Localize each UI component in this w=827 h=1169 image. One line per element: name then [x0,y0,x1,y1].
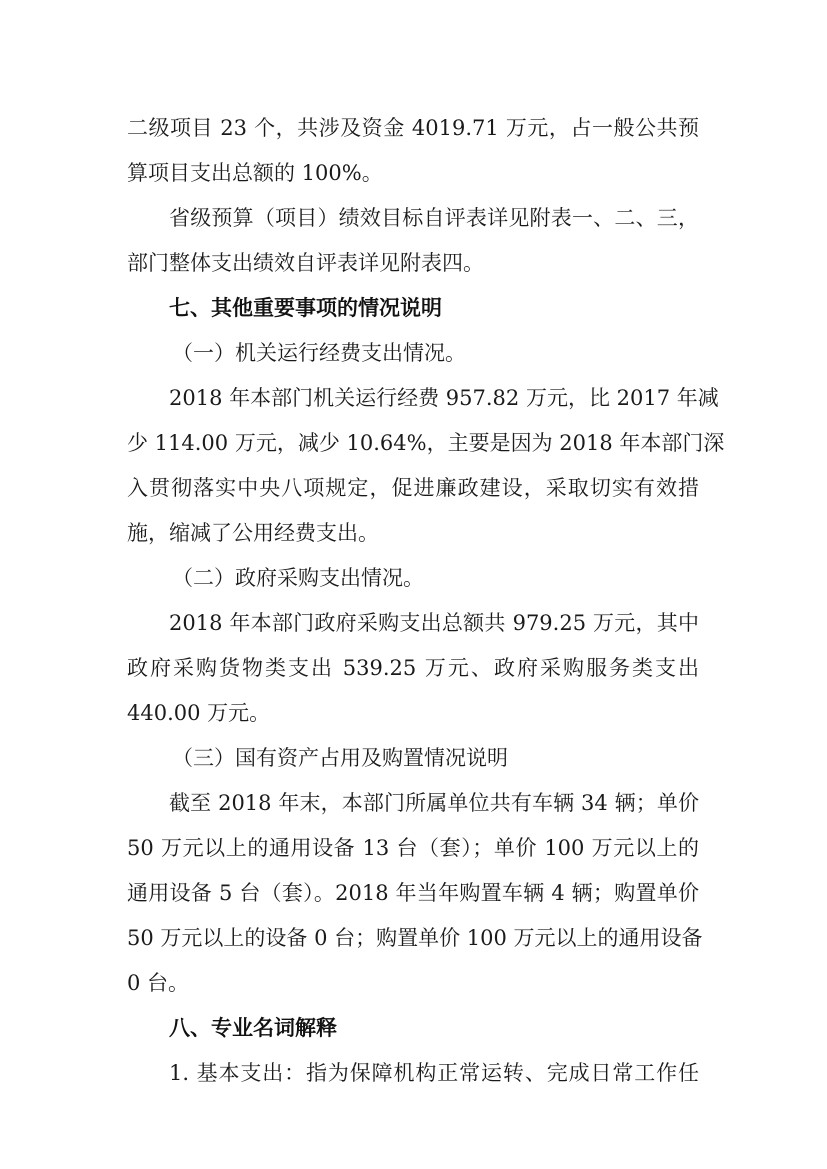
paragraph-line: 50 万元以上的通用设备 13 台（套）；单价 100 万元以上的 [127,836,699,860]
paragraph-line: 政府采购货物类支出 539.25 万元、政府采购服务类支出 [127,656,699,680]
subsection-title: （三）国有资产占用及购置情况说明 [172,746,508,770]
subsection-title: （二）政府采购支出情况。 [172,566,424,590]
paragraph-line: 截至 2018 年末，本部门所属单位共有车辆 34 辆；单价 [169,791,699,815]
paragraph-line: 施，缩减了公用经费支出。 [127,521,379,545]
paragraph-line: 0 台。 [127,971,190,995]
paragraph-line: 440.00 万元。 [127,701,271,725]
paragraph-line: 1. 基本支出：指为保障机构正常运转、完成日常工作任 [169,1061,699,1085]
paragraph-line: 二级项目 23 个，共涉及资金 4019.71 万元，占一般公共预 [127,116,699,140]
section-heading: 八、专业名词解释 [169,1016,337,1040]
paragraph-line: 2018 年本部门政府采购支出总额共 979.25 万元，其中 [169,611,699,635]
paragraph-line: 少 114.00 万元，减少 10.64%，主要是因为 2018 年本部门深 [127,431,725,455]
paragraph-line: 算项目支出总额的 100%。 [127,161,383,185]
section-heading: 七、其他重要事项的情况说明 [169,296,442,320]
paragraph-line: 部门整体支出绩效自评表详见附表四。 [127,251,484,275]
paragraph-line: 省级预算（项目）绩效目标自评表详见附表一、二、三， [169,206,699,230]
paragraph-line: 50 万元以上的设备 0 台；购置单价 100 万元以上的通用设备 [127,926,703,950]
paragraph-line: 通用设备 5 台（套）。2018 年当年购置车辆 4 辆；购置单价 [127,881,699,905]
subsection-title: （一）机关运行经费支出情况。 [172,341,466,365]
paragraph-line: 入贯彻落实中央八项规定，促进廉政建设，采取切实有效措 [127,476,699,500]
paragraph-line: 2018 年本部门机关运行经费 957.82 万元，比 2017 年减 [169,386,719,410]
